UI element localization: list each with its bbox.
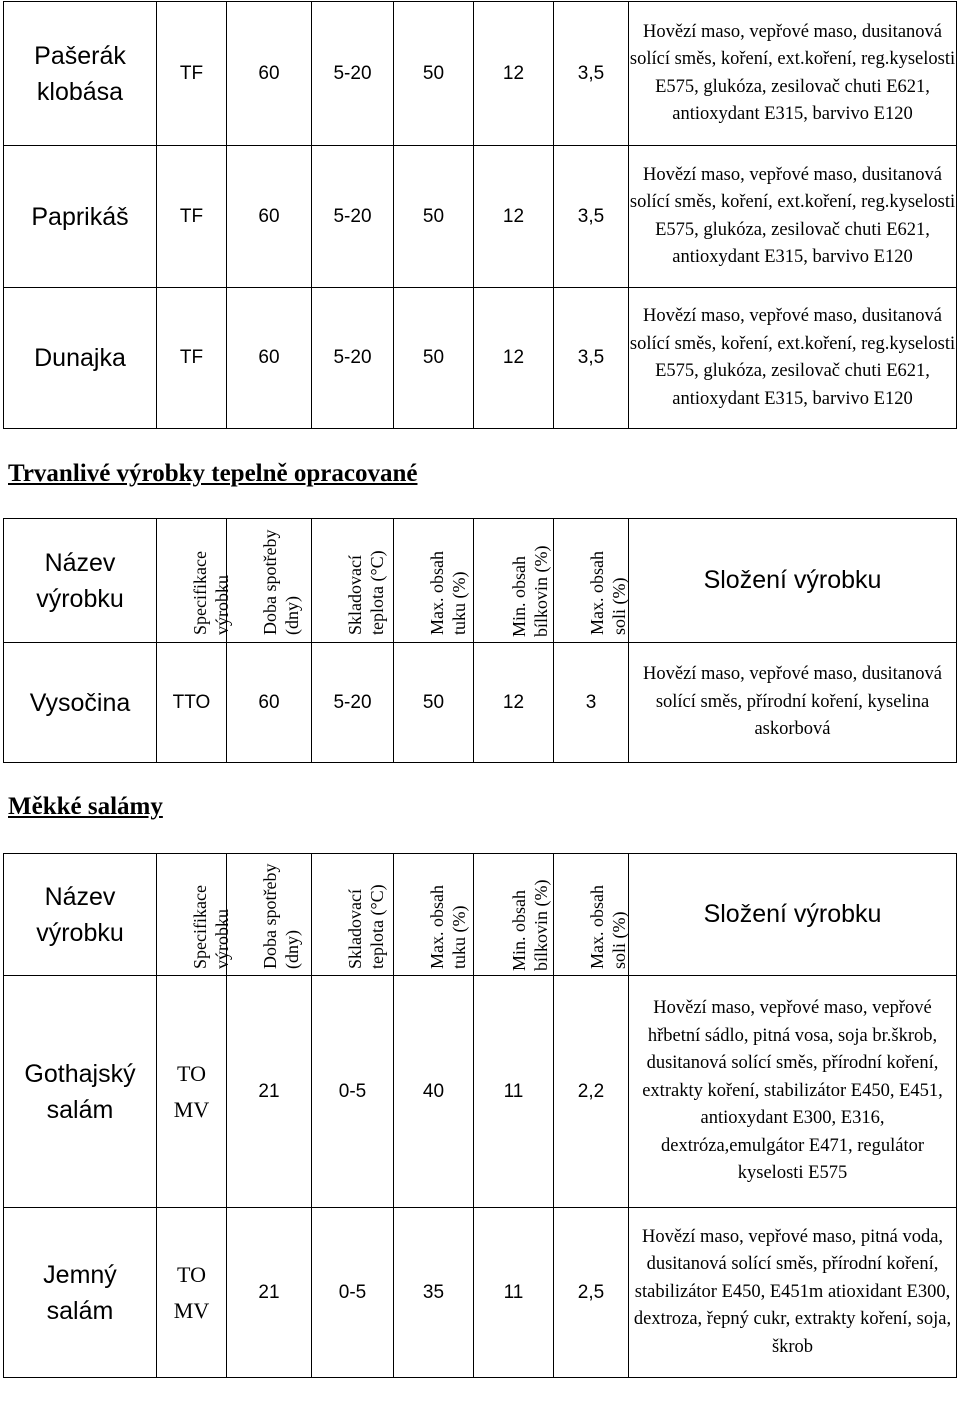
salt-cell: 3,5 [554, 2, 629, 146]
header-row [4, 519, 957, 643]
product-name: Pašerák klobása [4, 2, 157, 146]
composition-cell: Hovězí maso, vepřové maso, dusitanová solící směs, koření, ext.koření, reg.kyselosti E575, glukóza, zesilovač chuti E621, antioxydant E315, barvivo E120 [629, 288, 957, 429]
salt-cell: 2,2 [554, 976, 629, 1208]
table-row [4, 1208, 957, 1378]
product-name: Jemný salám [4, 1208, 157, 1378]
composition-cell: Hovězí maso, vepřové maso, dusitanová solící směs, koření, ext.koření, reg.kyselosti E575, glukóza, zesilovač chuti E621, antioxydant E315, barvivo E120 [629, 146, 957, 288]
temp-cell: 5-20 [312, 643, 394, 763]
fat-cell: 35 [394, 1208, 474, 1378]
header-composition: Složení výrobku [629, 519, 957, 643]
section-title: Trvanlivé výrobky tepelně opracované [8, 460, 418, 487]
header-spec: Specifikace výrobku [157, 854, 227, 976]
composition-cell: Hovězí maso, vepřové maso, vepřové hřbetní sádlo, pitná vosa, soja br.škrob, dusitanová solící směs, přírodní koření, extrakty koření, stabilizátor E450, E451, antioxydant E300, E316, dextróza,emulgátor E471, regulátor kyselosti E575 [629, 976, 957, 1208]
table-row [4, 2, 957, 146]
product-name: Vysočina [4, 643, 157, 763]
header-name: Název výrobku [4, 854, 157, 976]
spec-cell: TO MV [157, 976, 227, 1208]
salt-cell: 2,5 [554, 1208, 629, 1378]
header-fat: Max. obsah tuku (%) [394, 519, 474, 643]
salt-cell: 3 [554, 643, 629, 763]
composition-cell: Hovězí maso, vepřové maso, pitná voda, dusitanová solící směs, přírodní koření, stabilizátor E450, E451m atioxidant E300, dextroza, řepný cukr, extrakty koření, soja, škrob [629, 1208, 957, 1378]
spec-cell: TF [157, 288, 227, 429]
days-cell: 60 [227, 2, 312, 146]
header-days: Doba spotřeby (dny) [227, 854, 312, 976]
fat-cell: 40 [394, 976, 474, 1208]
fat-cell: 50 [394, 146, 474, 288]
fat-cell: 50 [394, 288, 474, 429]
composition-cell: Hovězí maso, vepřové maso, dusitanová solící směs, přírodní koření, kyselina askorbová [629, 643, 957, 763]
header-salt: Max. obsah soli (%) [554, 854, 629, 976]
protein-cell: 11 [474, 1208, 554, 1378]
dry-sausage-table [3, 1, 957, 429]
header-composition: Složení výrobku [629, 854, 957, 976]
spec-cell: TO MV [157, 1208, 227, 1378]
header-protein: Min. obsah bílkovin (%) [474, 519, 554, 643]
table-row [4, 146, 957, 288]
header-row [4, 854, 957, 976]
heat-treated-table [3, 518, 957, 763]
table-row [4, 976, 957, 1208]
salt-cell: 3,5 [554, 146, 629, 288]
table-row [4, 643, 957, 763]
salt-cell: 3,5 [554, 288, 629, 429]
header-days: Doba spotřeby (dny) [227, 519, 312, 643]
header-temp: Skladovací teplota (°C) [312, 519, 394, 643]
header-spec: Specifikace výrobku [157, 519, 227, 643]
header-fat: Max. obsah tuku (%) [394, 854, 474, 976]
temp-cell: 5-20 [312, 146, 394, 288]
temp-cell: 0-5 [312, 1208, 394, 1378]
protein-cell: 12 [474, 2, 554, 146]
header-temp: Skladovací teplota (°C) [312, 854, 394, 976]
section-title: Měkké salámy [8, 793, 163, 820]
header-salt: Max. obsah soli (%) [554, 519, 629, 643]
composition-cell: Hovězí maso, vepřové maso, dusitanová solící směs, koření, ext.koření, reg.kyselosti E575, glukóza, zesilovač chuti E621, antioxydant E315, barvivo E120 [629, 2, 957, 146]
protein-cell: 12 [474, 643, 554, 763]
temp-cell: 5-20 [312, 2, 394, 146]
fat-cell: 50 [394, 2, 474, 146]
soft-salami-table [3, 853, 957, 1378]
temp-cell: 0-5 [312, 976, 394, 1208]
header-name: Název výrobku [4, 519, 157, 643]
days-cell: 21 [227, 1208, 312, 1378]
protein-cell: 11 [474, 976, 554, 1208]
spec-cell: TTO [157, 643, 227, 763]
spec-cell: TF [157, 146, 227, 288]
spec-cell: TF [157, 2, 227, 146]
temp-cell: 5-20 [312, 288, 394, 429]
protein-cell: 12 [474, 288, 554, 429]
product-name: Paprikáš [4, 146, 157, 288]
product-name: Gothajský salám [4, 976, 157, 1208]
product-name: Dunajka [4, 288, 157, 429]
days-cell: 60 [227, 288, 312, 429]
days-cell: 60 [227, 146, 312, 288]
protein-cell: 12 [474, 146, 554, 288]
days-cell: 60 [227, 643, 312, 763]
header-protein: Min. obsah bílkovin (%) [474, 854, 554, 976]
days-cell: 21 [227, 976, 312, 1208]
fat-cell: 50 [394, 643, 474, 763]
table-row [4, 288, 957, 429]
